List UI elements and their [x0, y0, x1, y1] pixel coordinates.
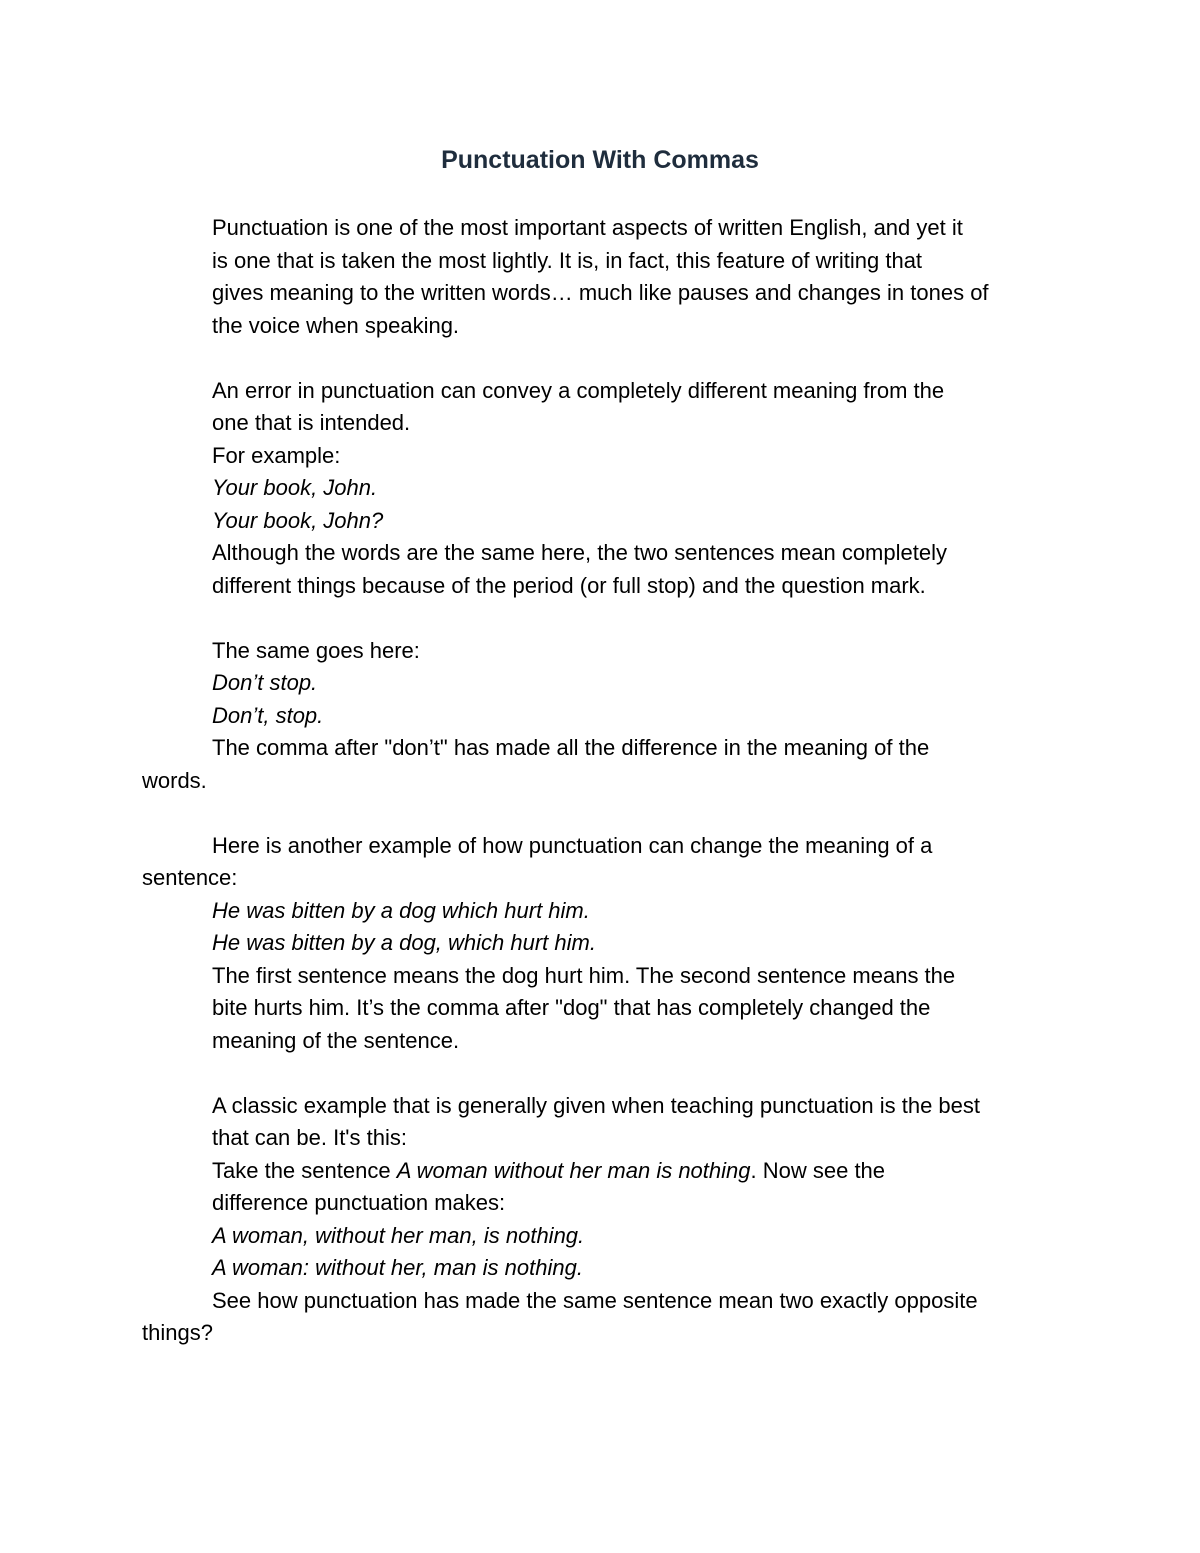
paragraph-line: The comma after "don’t" has made all the difference in the meaning of the	[212, 735, 930, 760]
blank-line	[142, 1057, 1072, 1090]
example-line: Don’t, stop.	[212, 702, 324, 728]
blank-line	[142, 602, 1072, 635]
paragraph-line: gives meaning to the written words… much like pauses and changes in tones of	[212, 280, 989, 305]
example-line: He was bitten by a dog which hurt him.	[212, 897, 590, 923]
blank-line	[142, 797, 1072, 830]
blank-line	[142, 342, 1072, 375]
paragraph-line: difference punctuation makes:	[212, 1190, 506, 1215]
paragraph-line: is one that is taken the most lightly. It is, in fact, this feature of writing that	[212, 247, 923, 273]
example-line: Your book, John.	[212, 475, 378, 500]
paragraph-line: one that is intended.	[212, 410, 411, 435]
paragraph-line: An error in punctuation can convey a completely different meaning from the	[212, 377, 945, 403]
example-line: A woman: without her, man is nothing.	[212, 1255, 583, 1280]
paragraph-line: meaning of the sentence.	[212, 1027, 460, 1053]
paragraph-line: bite hurts him. It’s the comma after "dog" that has completely changed the	[212, 995, 931, 1020]
paragraph-line	[142, 1155, 1072, 1188]
paragraph-line: See how punctuation has made the same sentence mean two exactly opposite	[212, 1287, 978, 1313]
paragraph-line: different things because of the period (or full stop) and the question mark.	[212, 572, 926, 598]
document-body	[142, 212, 1072, 1350]
paragraph-line: the voice when speaking.	[212, 312, 460, 338]
paragraph-line: Punctuation is one of the most important aspects of written English, and yet it	[212, 215, 963, 240]
paragraph-line: A classic example that is generally given when teaching punctuation is the best	[212, 1092, 981, 1118]
example-line: He was bitten by a dog, which hurt him.	[212, 930, 596, 955]
paragraph-line: words.	[142, 767, 207, 793]
paragraph-line: sentence:	[142, 865, 238, 890]
example-line: A woman, without her man, is nothing.	[212, 1222, 585, 1248]
paragraph-line: Here is another example of how punctuation can change the meaning of a	[212, 832, 933, 858]
paragraph-line: Although the words are the same here, the two sentences mean completely	[212, 540, 947, 565]
text-span: Take the sentence	[212, 1157, 397, 1183]
paragraph-line: The same goes here:	[212, 637, 420, 663]
example-line: Don’t stop.	[212, 670, 318, 695]
text-span: . Now see the	[750, 1157, 886, 1183]
paragraph-line: The first sentence means the dog hurt him. The second sentence means the	[212, 962, 956, 988]
italic-sentence: A woman without her man is nothing	[396, 1157, 751, 1183]
example-line: Your book, John?	[212, 507, 384, 533]
document-title: Punctuation With Commas	[441, 146, 759, 174]
paragraph-line: For example:	[212, 442, 341, 468]
paragraph-line: things?	[142, 1320, 213, 1345]
paragraph-line: that can be. It's this:	[212, 1125, 407, 1150]
